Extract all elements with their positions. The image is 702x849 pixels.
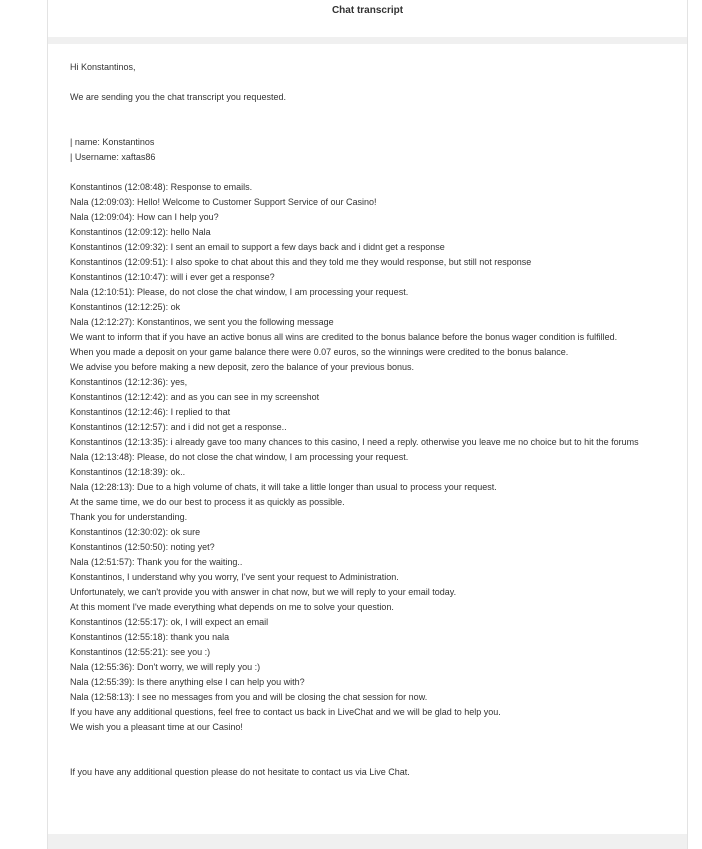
transcript-line: Konstantinos (12:55:21): see you :): [70, 647, 211, 657]
transcript-line: At the same time, we do our best to process it as quickly as possible.: [70, 497, 345, 507]
transcript-line: If you have any additional questions, feel free to contact us back in LiveChat and we will be glad to help you.: [70, 707, 501, 717]
transcript-line: Nala (12:09:04): How can I help you?: [70, 212, 219, 222]
transcript-line: Konstantinos (12:12:42): and as you can see in my screenshot: [70, 392, 320, 402]
transcript-line: Nala (12:10:51): Please, do not close the chat window, I am processing your request.: [70, 287, 409, 297]
transcript-line: Nala (12:13:48): Please, do not close the chat window, I am processing your request.: [70, 452, 409, 462]
transcript-line: Konstantinos (12:18:39): ok..: [70, 467, 186, 477]
transcript-line: Konstantinos (12:55:18): thank you nala: [70, 632, 230, 642]
transcript-line: Konstantinos (12:12:57): and i did not get a response..: [70, 422, 287, 432]
transcript-line: We wish you a pleasant time at our Casino!: [70, 722, 243, 732]
transcript-line: Konstantinos (12:12:36): yes,: [70, 377, 188, 387]
transcript-line: Konstantinos (12:55:17): ok, I will expect an email: [70, 617, 269, 627]
transcript-document: [47, 0, 688, 849]
transcript-line: When you made a deposit on your game balance there were 0.07 euros, so the winnings were credited to the bonus balance.: [70, 347, 569, 357]
transcript-line: Konstantinos (12:12:46): I replied to that: [70, 407, 231, 417]
intro-text: We are sending you the chat transcript you requested.: [70, 92, 286, 102]
email-body: [70, 60, 668, 780]
transcript-line: Nala (12:51:57): Thank you for the waiting..: [70, 557, 243, 567]
transcript-line: Konstantinos, I understand why you worry, I've sent your request to Administration.: [70, 572, 399, 582]
footer-divider: [48, 834, 687, 849]
header-divider: [48, 37, 687, 44]
transcript-line: We want to inform that if you have an active bonus all wins are credited to the bonus balance before the bonus wager condition is fulfilled.: [70, 332, 618, 342]
transcript-line: Konstantinos (12:12:25): ok: [70, 302, 181, 312]
transcript-line: Konstantinos (12:30:02): ok sure: [70, 527, 201, 537]
transcript-line: At this moment I've made everything what depends on me to solve your question.: [70, 602, 394, 612]
transcript-line: Konstantinos (12:09:32): I sent an email to support a few days back and i didnt get a response: [70, 242, 445, 252]
greeting: Hi Konstantinos,: [70, 62, 136, 72]
transcript-line: We advise you before making a new deposit, zero the balance of your previous bonus.: [70, 362, 415, 372]
transcript-line: Nala (12:09:03): Hello! Welcome to Customer Support Service of our Casino!: [70, 197, 377, 207]
transcript-line: Konstantinos (12:09:12): hello Nala: [70, 227, 211, 237]
transcript-line: Konstantinos (12:08:48): Response to emails.: [70, 182, 253, 192]
transcript-line: Thank you for understanding.: [70, 512, 188, 522]
transcript-line: Konstantinos (12:13:35): i already gave too many chances to this casino, I need a reply. otherwise you leave me no choice but to hit the forums: [70, 437, 639, 447]
footer-text: If you have any additional question please do not hesitate to contact us via Live Chat.: [70, 767, 410, 777]
transcript-line: Konstantinos (12:50:50): noting yet?: [70, 542, 215, 552]
transcript-line: Nala (12:28:13): Due to a high volume of chats, it will take a little longer than usual to process your request.: [70, 482, 497, 492]
transcript-line: Konstantinos (12:10:47): will i ever get a response?: [70, 272, 275, 282]
transcript-line: Unfortunately, we can't provide you with answer in chat now, but we will reply to your email today.: [70, 587, 457, 597]
transcript-line: Nala (12:58:13): I see no messages from you and will be closing the chat session for now.: [70, 692, 428, 702]
transcript-line: Nala (12:55:39): Is there anything else I can help you with?: [70, 677, 305, 687]
info-name: | name: Konstantinos: [70, 137, 155, 147]
transcript-line: Konstantinos (12:09:51): I also spoke to chat about this and they told me they would response, but still not response: [70, 257, 532, 267]
info-username: | Username: xaftas86: [70, 152, 156, 162]
chat-transcript: [70, 180, 668, 735]
transcript-line: Nala (12:55:36): Don't worry, we will reply you :): [70, 662, 261, 672]
page-title: Chat transcript: [331, 5, 404, 16]
transcript-line: Nala (12:12:27): Konstantinos, we sent you the following message: [70, 317, 334, 327]
